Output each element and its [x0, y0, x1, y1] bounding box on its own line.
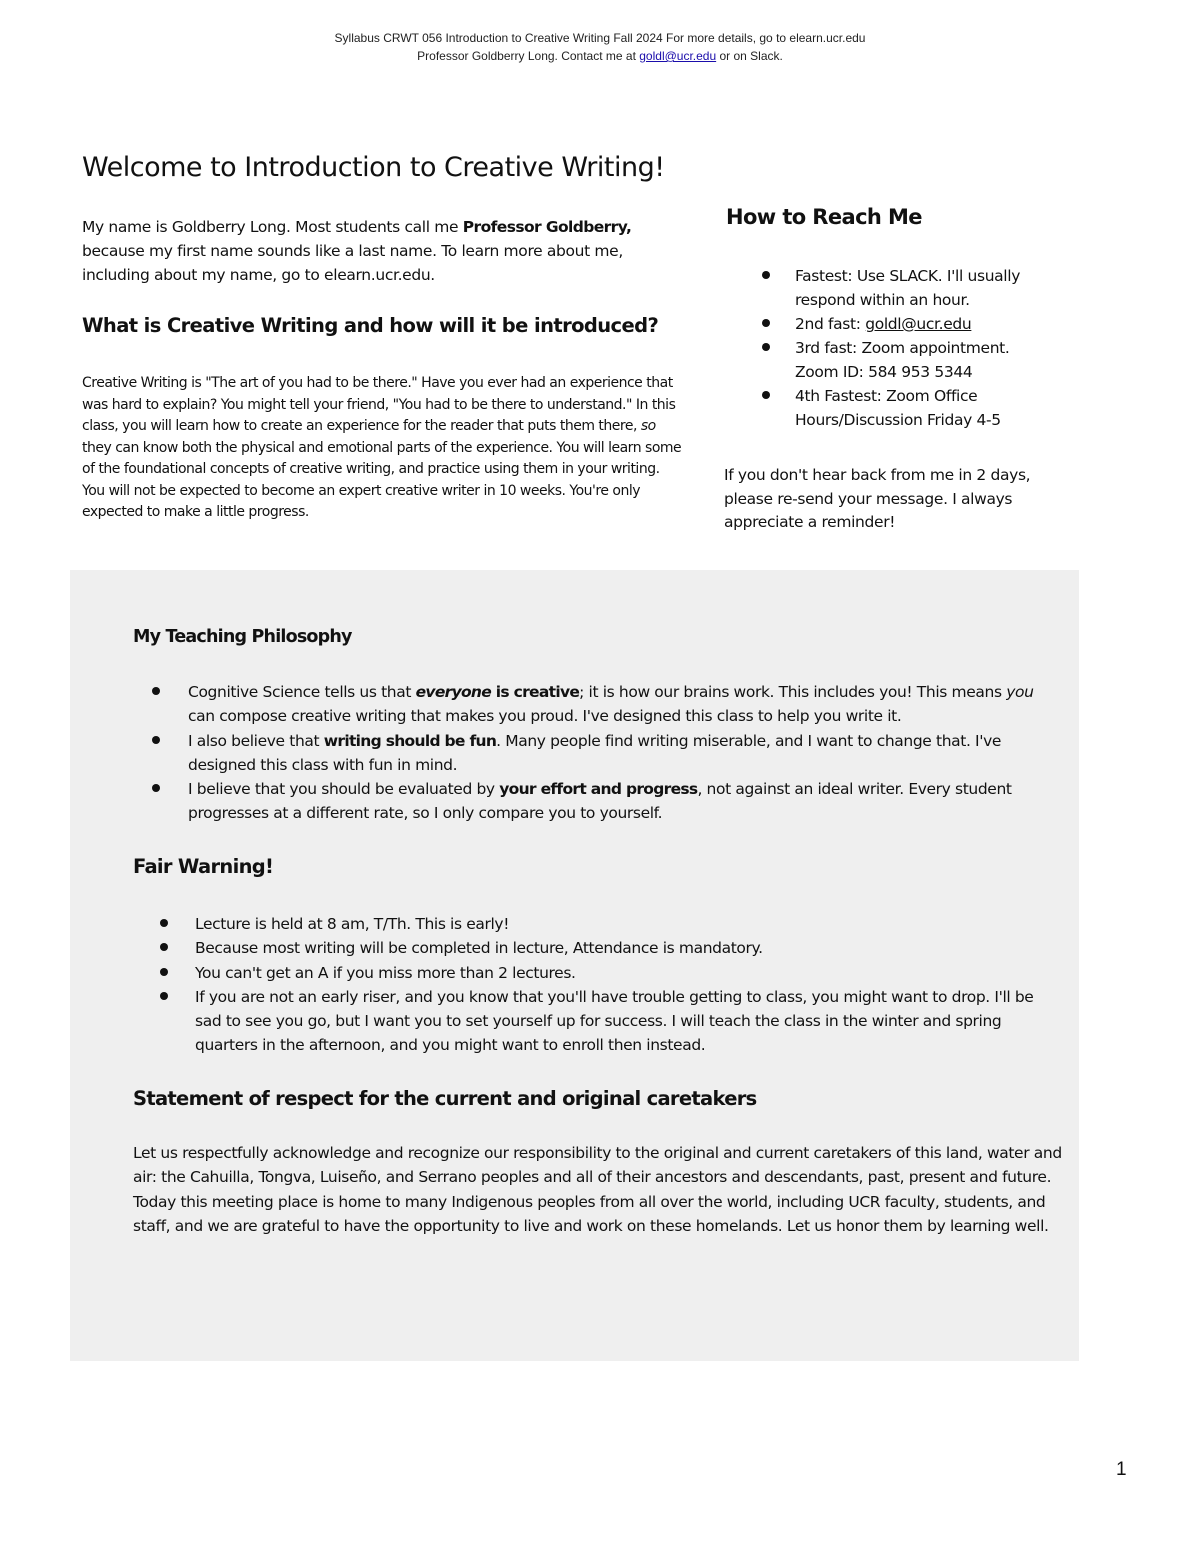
philosophy-emphasis: writing should be fun	[323, 731, 497, 750]
warning-item	[160, 912, 1062, 936]
warning-text: Lecture is held at 8 am, T/Th. This is early!	[195, 915, 510, 933]
warning-item	[160, 936, 1062, 960]
page-number: 1	[1116, 1459, 1127, 1480]
philosophy-text: . Many people find writing miserable, and I want to change that. I've designed this class with fun in mind.	[188, 731, 1002, 774]
header-line-2	[0, 47, 1200, 65]
what-is-text-1: Creative Writing is "The art of you had to be there." Have you ever had an experience that was hard to explain? You might tell your friend, "You had to be there to understand." In this class, you will learn how to create an experience for the reader that puts them there,	[82, 375, 676, 434]
philosophy-text: can compose creative writing that makes you proud. I've designed this class to help you write it.	[188, 707, 902, 726]
intro-paragraph	[82, 215, 682, 287]
philosophy-italic: you	[1006, 683, 1034, 701]
reach-item-text: 3rd fast: Zoom appointment. Zoom ID: 584 953 5344	[795, 339, 1010, 381]
header-line-1: Syllabus CRWT 056 Introduction to Creative Writing Fall 2024 For more details, go to elearn.ucr.edu	[334, 31, 866, 45]
what-is-italic: so	[640, 418, 656, 434]
bullet-icon	[762, 319, 770, 327]
warning-text: Because most writing will be completed in lecture, Attendance is mandatory.	[195, 939, 763, 958]
philosophy-text: Cognitive Science tells us that	[188, 683, 416, 701]
page-title: Welcome to Introduction to Creative Writing!	[82, 152, 665, 183]
bullet-icon	[160, 968, 168, 976]
reach-item-text: 4th Fastest: Zoom Office Hours/Discussion Friday 4-5	[795, 387, 1001, 429]
intro-name-bold: Professor Goldberry,	[462, 218, 632, 236]
reach-item-zoom	[762, 336, 1052, 384]
warning-list	[160, 912, 1062, 1058]
what-is-heading: What is Creative Writing and how will it be introduced?	[82, 314, 659, 337]
warning-heading: Fair Warning!	[133, 855, 274, 878]
bullet-icon	[152, 784, 160, 792]
philosophy-item	[152, 729, 1062, 778]
philosophy-text: , not against an ideal writer. Every student progresses at a different rate, so I only compare you to yourself.	[188, 780, 1012, 823]
reach-note: If you don't hear back from me in 2 days, please re-send your message. I always appreciate a reminder!	[724, 466, 1031, 531]
what-is-text-2: they can know both the physical and emotional parts of the experience. You will learn some of the foundational concepts of creative writing, and practice using them in your writing. You will not be expected to become an expert creative writer in 10 weeks. You're only expected to make a little progress.	[82, 439, 682, 520]
warning-item	[160, 961, 1062, 985]
philosophy-emphasis: everyone	[415, 683, 492, 701]
bullet-icon	[160, 992, 168, 1000]
philosophy-text: ; it is how our brains work. This includes you! This means	[579, 683, 1007, 701]
warning-item	[160, 985, 1062, 1058]
philosophy-text: I also believe that	[188, 731, 324, 750]
reach-item-office-hours	[762, 384, 1052, 432]
reach-item-text: 2nd fast:	[795, 315, 866, 333]
bullet-icon	[160, 943, 168, 951]
reach-heading: How to Reach Me	[726, 205, 922, 229]
what-is-body	[82, 373, 682, 524]
header-contact-text: Professor Goldberry Long. Contact me at	[417, 49, 640, 63]
reach-item-slack	[762, 264, 1052, 312]
philosophy-list	[152, 680, 1062, 826]
bullet-icon	[160, 919, 168, 927]
philosophy-item	[152, 680, 1062, 729]
warning-text: If you are not an early riser, and you know that you'll have trouble getting to class, you might want to drop. I'll be sad to see you go, but I want you to set yourself up for success. I will teach the class in the winter and spring quarters in the afternoon, and you might want to enroll then instead.	[195, 987, 1034, 1055]
reach-email-link[interactable]: goldl@ucr.edu	[865, 315, 972, 333]
bullet-icon	[152, 736, 160, 744]
page-header	[0, 29, 1200, 65]
philosophy-item	[152, 777, 1062, 826]
reach-item-text: Fastest: Use SLACK. I'll usually respond within an hour.	[795, 267, 1021, 309]
warning-text: You can't get an A if you miss more than 2 lectures.	[195, 963, 576, 982]
philosophy-text: I believe that you should be evaluated by	[188, 780, 500, 799]
intro-text-2: because my first name sounds like a last name. To learn more about me, including about my name, go to elearn.ucr.edu.	[82, 242, 623, 284]
bullet-icon	[762, 271, 770, 279]
header-contact-suffix: or on Slack.	[716, 49, 783, 63]
bullet-icon	[762, 391, 770, 399]
philosophy-emphasis: is creative	[491, 683, 580, 701]
intro-text-1: My name is Goldberry Long. Most students call me	[82, 218, 463, 236]
bullet-icon	[152, 687, 160, 695]
reach-item-email	[762, 312, 1052, 336]
header-email-link[interactable]: goldl@ucr.edu	[639, 49, 717, 63]
philosophy-emphasis: your effort and progress	[499, 780, 698, 799]
philosophy-heading: My Teaching Philosophy	[133, 627, 352, 647]
bullet-icon	[762, 343, 770, 351]
reach-list	[762, 264, 1052, 432]
respect-heading: Statement of respect for the current and original caretakers	[133, 1087, 757, 1110]
respect-body: Let us respectfully acknowledge and recognize our responsibility to the original and current caretakers of this land, water and air: the Cahuilla, Tongva, Luiseño, and Serrano peoples and all of their ancestors and descendants, past, present and future. Today this meeting place is home to many Indigenous peoples from all over the world, including UCR faculty, students, and staff, and we are grateful to have the opportunity to live and work on these homelands. Let us honor them by learning well.	[133, 1144, 1062, 1235]
